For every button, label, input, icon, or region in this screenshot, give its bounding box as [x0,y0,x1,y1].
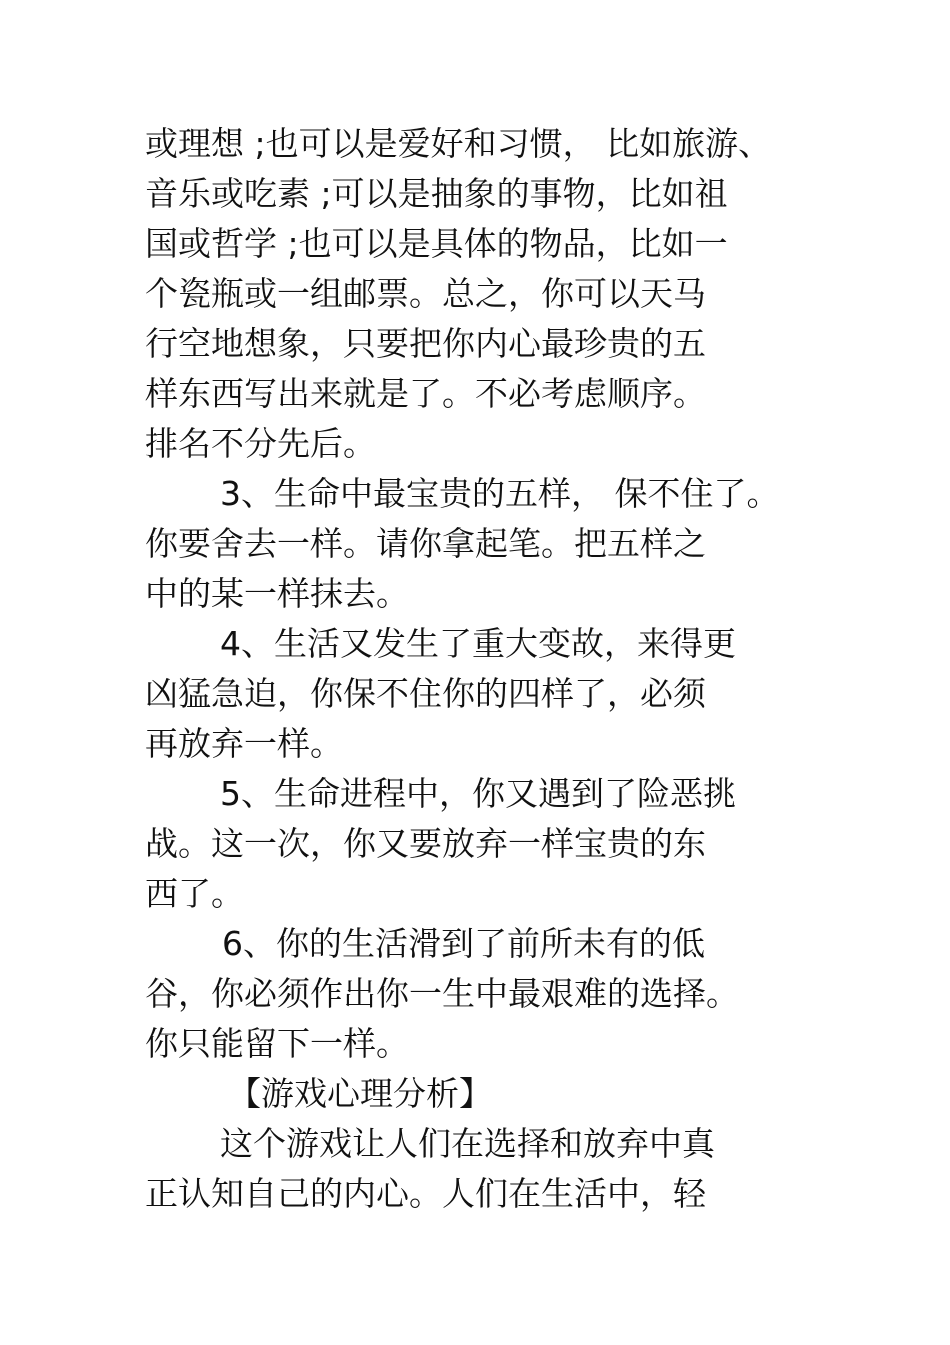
text-line-4: 个瓷瓶或一组邮票。总之，你可以天马 [145,274,706,313]
text-line-7: 排名不分先后。 [145,424,376,463]
text-line-1: 或理想 ;也可以是爱好和习惯， 比如旅游、 [145,124,772,163]
text-line-10: 中的某一样抹去。 [145,574,409,613]
text-line-12: 凶猛急迫，你保不住你的四样了，必须 [145,674,706,713]
text-line-18: 谷，你必须作出你一生中最艰难的选择。 [145,974,739,1013]
text-line-11: 4、生活又发生了重大变故，来得更 [220,624,736,663]
text-line-21: 这个游戏让人们在选择和放弃中真 [220,1124,715,1163]
text-line-22: 正认知自己的内心。人们在生活中，轻 [145,1174,706,1213]
text-line-13: 再放弃一样。 [145,724,343,763]
section-heading: 【游戏心理分析】 [228,1074,492,1113]
text-line-9: 你要舍去一样。请你拿起笔。把五样之 [145,524,706,563]
text-line-5: 行空地想象，只要把你内心最珍贵的五 [145,324,706,363]
text-line-8: 3、生命中最宝贵的五样， 保不住了。 [220,474,780,513]
text-line-15: 战。这一次，你又要放弃一样宝贵的东 [145,824,706,863]
text-line-3: 国或哲学 ;也可以是具体的物品，比如一 [145,224,728,263]
text-line-6: 样东西写出来就是了。不必考虑顺序。 [145,374,706,413]
text-line-19: 你只能留下一样。 [145,1024,409,1063]
text-line-16: 西了。 [145,874,244,913]
text-line-2: 音乐或吃素 ;可以是抽象的事物，比如祖 [145,174,728,213]
text-line-14: 5、生命进程中，你又遇到了险恶挑 [220,774,736,813]
text-line-17: 6、你的生活滑到了前所未有的低 [222,924,705,963]
